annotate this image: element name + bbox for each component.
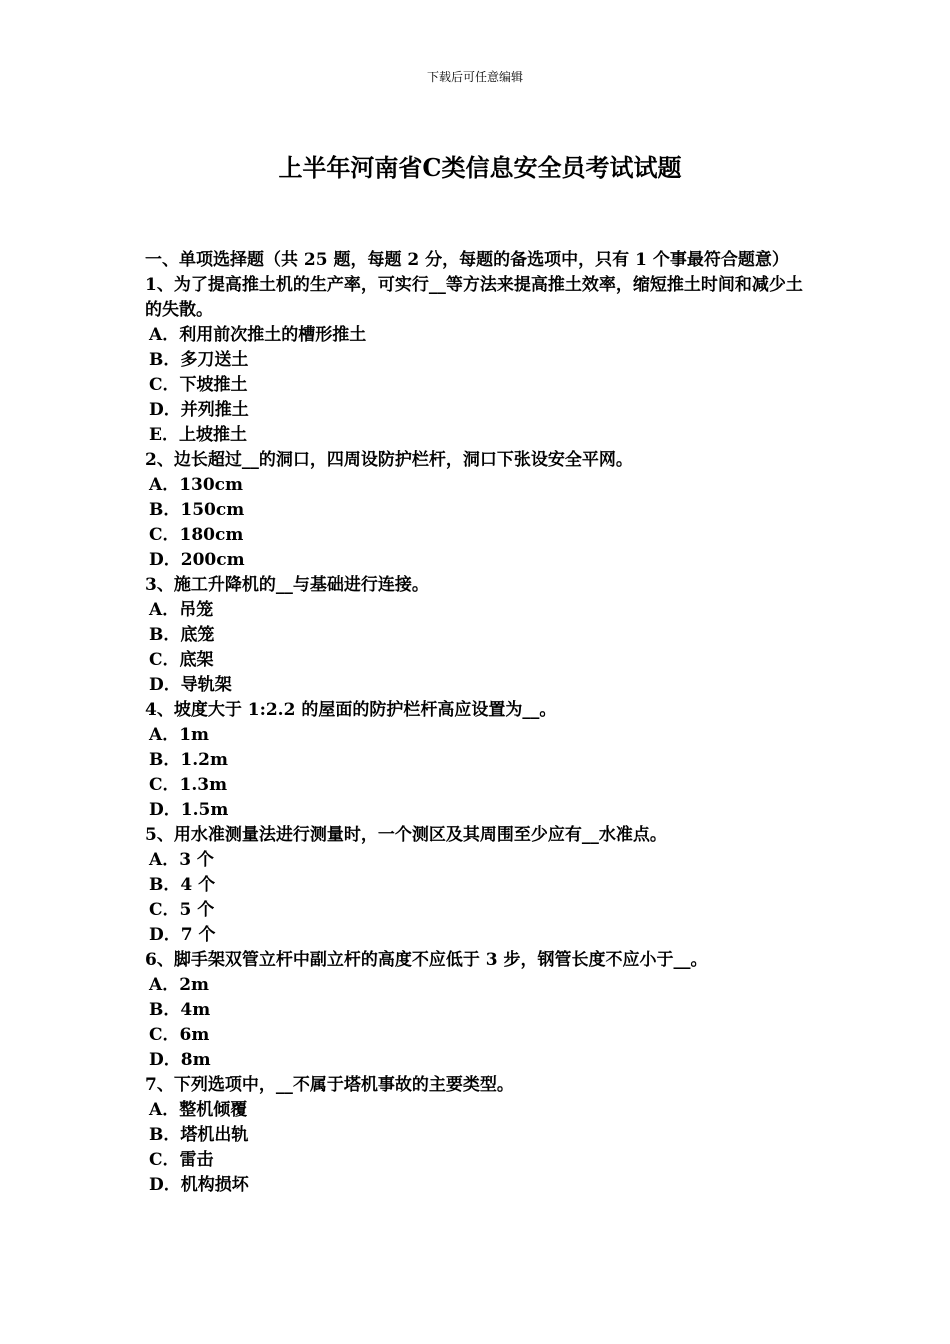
question-1 bbox=[145, 273, 810, 448]
question-stem: 3、施工升降机的__与基础进行连接。 bbox=[145, 575, 429, 595]
header-note: 下载后可任意编辑 bbox=[426, 70, 523, 84]
answer-option: A．利用前次推土的槽形推土 bbox=[149, 325, 367, 345]
question-2 bbox=[145, 448, 810, 573]
option-list bbox=[145, 1098, 810, 1198]
question-7 bbox=[145, 1073, 810, 1198]
answer-option: D．8m bbox=[149, 1050, 211, 1070]
question-5 bbox=[145, 823, 810, 948]
answer-option: C．雷击 bbox=[149, 1150, 214, 1170]
document-body bbox=[145, 248, 810, 1198]
answer-option: C．底架 bbox=[149, 650, 214, 670]
option-list bbox=[145, 473, 810, 573]
answer-option: E．上坡推土 bbox=[149, 425, 247, 445]
answer-option: B．塔机出轨 bbox=[149, 1125, 249, 1145]
answer-option: D．机构损坏 bbox=[149, 1175, 249, 1195]
answer-option: C．下坡推土 bbox=[149, 375, 248, 395]
answer-option: C．5 个 bbox=[149, 900, 215, 920]
answer-option: C．1.3m bbox=[149, 775, 228, 795]
answer-option: A．1m bbox=[149, 725, 210, 745]
answer-option: A．130cm bbox=[149, 475, 244, 495]
question-3 bbox=[145, 573, 810, 698]
option-list bbox=[145, 598, 810, 698]
option-list bbox=[145, 973, 810, 1073]
question-4 bbox=[145, 698, 810, 823]
section-heading: 一、单项选择题（共 25 题，每题 2 分，每题的备选项中，只有 1 个事最符合题意） bbox=[145, 250, 789, 270]
answer-option: D．1.5m bbox=[149, 800, 229, 820]
question-stem: 4、坡度大于 1:2.2 的屋面的防护栏杆高应设置为__。 bbox=[145, 700, 557, 720]
answer-option: B．4m bbox=[149, 1000, 211, 1020]
question-stem: 1、为了提高推土机的生产率，可实行__等方法来提高推土效率，缩短推土时间和减少土的失散。 bbox=[145, 275, 803, 320]
answer-option: A．整机倾覆 bbox=[149, 1100, 248, 1120]
question-stem: 7、下列选项中，__不属于塔机事故的主要类型。 bbox=[145, 1075, 514, 1095]
answer-option: D．导轨架 bbox=[149, 675, 232, 695]
document-title: 上半年河南省C类信息安全员考试试题 bbox=[278, 153, 682, 182]
answer-option: C．180cm bbox=[149, 525, 244, 545]
question-6 bbox=[145, 948, 810, 1073]
answer-option: A．2m bbox=[149, 975, 210, 995]
answer-option: B．150cm bbox=[149, 500, 245, 520]
answer-option: B．1.2m bbox=[149, 750, 228, 770]
question-stem: 6、脚手架双管立杆中副立杆的高度不应低于 3 步，钢管长度不应小于__。 bbox=[145, 950, 708, 970]
question-stem: 2、边长超过__的洞口，四周设防护栏杆，洞口下张设安全平网。 bbox=[145, 450, 633, 470]
answer-option: D．7 个 bbox=[149, 925, 216, 945]
answer-option: B．底笼 bbox=[149, 625, 215, 645]
option-list bbox=[145, 848, 810, 948]
question-list bbox=[145, 273, 810, 1198]
question-stem: 5、用水准测量法进行测量时，一个测区及其周围至少应有__水准点。 bbox=[145, 825, 667, 845]
option-list bbox=[145, 723, 810, 823]
option-list bbox=[145, 323, 810, 448]
answer-option: B．多刀送土 bbox=[149, 350, 249, 370]
answer-option: D．200cm bbox=[149, 550, 245, 570]
answer-option: C．6m bbox=[149, 1025, 210, 1045]
answer-option: A．吊笼 bbox=[149, 600, 214, 620]
answer-option: D．并列推土 bbox=[149, 400, 249, 420]
answer-option: A．3 个 bbox=[149, 850, 214, 870]
answer-option: B．4 个 bbox=[149, 875, 216, 895]
